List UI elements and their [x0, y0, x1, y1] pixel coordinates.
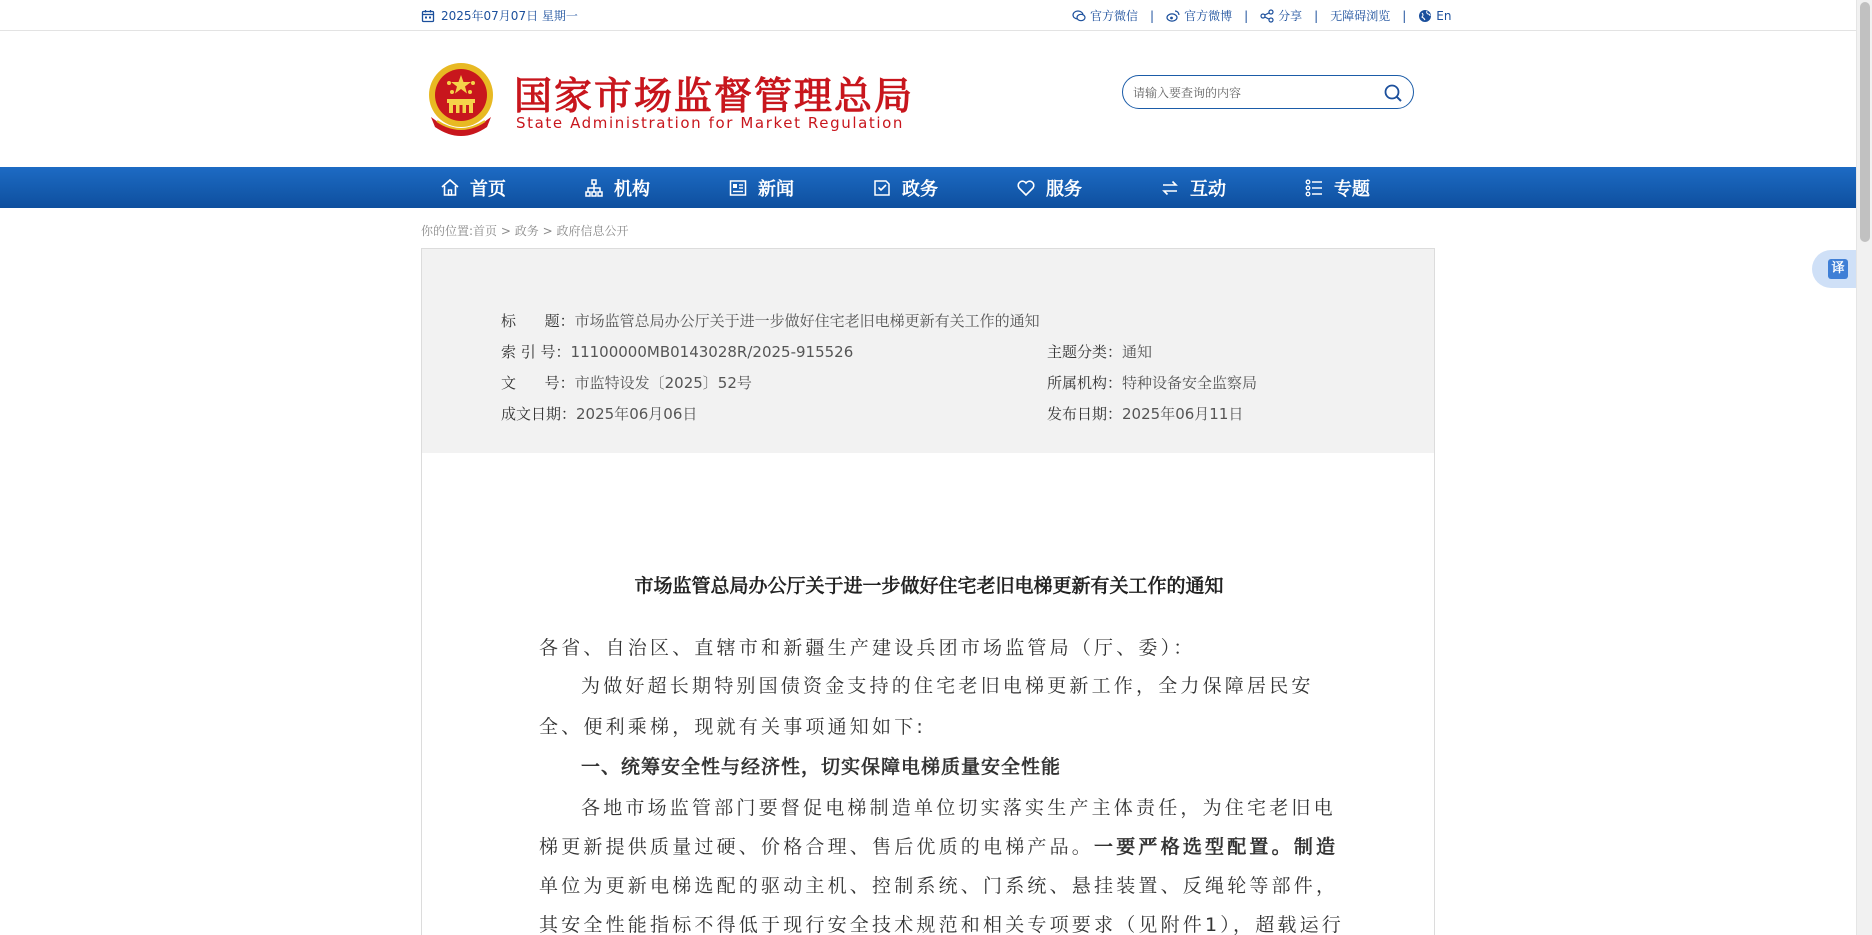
article-paragraph: 为做好超长期特别国债资金支持的住宅老旧电梯更新工作，全力保障居民安	[581, 675, 1314, 697]
meta-index-label: 索 引 号：	[501, 343, 571, 361]
nav-item-home[interactable]	[440, 167, 584, 208]
list-icon	[1304, 178, 1324, 198]
org-chart-icon	[584, 178, 604, 198]
meta-index-value: 11100000MB0143028R/2025-915526	[570, 343, 854, 361]
separator: |	[1244, 8, 1249, 23]
breadcrumb-sep: >	[500, 224, 511, 238]
scrollbar-thumb[interactable]	[1860, 2, 1870, 242]
meta-created-value: 2025年06月06日	[576, 405, 698, 423]
page-scrollbar[interactable]	[1856, 0, 1872, 935]
article-text: 梯更新提供质量过硬、价格合理、售后优质的电梯产品。	[539, 836, 1095, 858]
article-salutation: 各省、自治区、直辖市和新疆生产建设兵团市场监管局（厅、委）：	[539, 637, 1196, 659]
breadcrumb	[421, 222, 629, 239]
meta-category-row	[1047, 341, 1152, 362]
search-input[interactable]	[1133, 83, 1373, 103]
translate-icon: 译	[1828, 259, 1848, 279]
separator: |	[1150, 8, 1155, 23]
separator: |	[1314, 8, 1319, 23]
separator: |	[1402, 8, 1407, 23]
wechat-link[interactable]	[1072, 7, 1138, 24]
share-icon	[1260, 9, 1274, 23]
date-text: 2025年07月07日 星期一	[441, 9, 578, 23]
weibo-icon	[1166, 9, 1180, 23]
nav-item-label: 新闻	[758, 178, 794, 200]
search-box	[1122, 75, 1414, 109]
globe-icon	[1418, 9, 1432, 23]
nav-item-label: 服务	[1046, 178, 1082, 200]
nav-item-label: 首页	[470, 178, 506, 200]
breadcrumb-info-disclosure[interactable]: 政府信息公开	[556, 224, 629, 238]
top-bar	[0, 0, 1856, 31]
breadcrumb-home[interactable]: 首页	[473, 224, 498, 238]
article-title: 市场监管总局办公厅关于进一步做好住宅老旧电梯更新有关工作的通知	[634, 575, 1224, 597]
nav-item-label: 专题	[1334, 178, 1370, 200]
meta-title-label: 标 题：	[501, 312, 575, 330]
meta-category-value: 通知	[1122, 343, 1153, 361]
nav-item-services[interactable]	[1016, 167, 1160, 208]
translate-button[interactable]	[1812, 250, 1856, 288]
article-paragraph	[539, 827, 1339, 867]
site-logo-en[interactable]: State Administration for Market Regulation	[516, 114, 905, 132]
nav-item-label: 互动	[1190, 178, 1226, 200]
site-logo-cn[interactable]: 国家市场监督管理总局	[514, 73, 915, 118]
meta-created-row	[501, 403, 697, 424]
home-icon	[440, 178, 460, 198]
top-links	[1072, 7, 1451, 24]
article-heading: 一、统筹安全性与经济性，切实保障电梯质量安全性能	[581, 756, 1062, 778]
share-link-label: 分享	[1278, 9, 1303, 23]
main-nav	[0, 167, 1856, 208]
breadcrumb-gov-affairs[interactable]: 政务	[514, 224, 539, 238]
nav-item-topics[interactable]	[1304, 167, 1448, 208]
breadcrumb-sep: >	[542, 224, 553, 238]
meta-published-row	[1047, 403, 1243, 424]
article-emphasis: 一要严格选型配置。	[1094, 836, 1294, 858]
nav-item-label: 政务	[902, 178, 938, 200]
gov-affairs-icon	[872, 178, 892, 198]
share-link[interactable]	[1260, 7, 1302, 24]
article-paragraph: 其安全性能指标不得低于现行安全技术规范和相关专项要求（见附件1），超载运行	[539, 914, 1344, 935]
nav-item-interaction[interactable]	[1160, 167, 1304, 208]
meta-category-label: 主题分类：	[1047, 343, 1123, 361]
weibo-link[interactable]	[1166, 7, 1232, 24]
site-header	[0, 31, 1856, 167]
heart-icon	[1016, 178, 1036, 198]
article-paragraph: 单位为更新电梯选配的驱动主机、控制系统、门系统、悬挂装置、反绳轮等部件，	[539, 875, 1339, 897]
article-body	[421, 453, 1435, 935]
meta-created-label: 成文日期：	[501, 405, 577, 423]
article-paragraph: 各地市场监管部门要督促电梯制造单位切实落实生产主体责任，为住宅老旧电	[581, 797, 1336, 819]
english-link[interactable]	[1418, 9, 1451, 23]
meta-published-label: 发布日期：	[1047, 405, 1123, 423]
document-meta	[421, 248, 1435, 454]
exchange-icon	[1160, 178, 1180, 198]
search-icon[interactable]	[1383, 83, 1403, 103]
nav-item-org[interactable]	[584, 167, 728, 208]
wechat-icon	[1072, 9, 1086, 23]
nav-item-gov-affairs[interactable]	[872, 167, 1016, 208]
article-emphasis: 制造	[1293, 836, 1339, 858]
meta-docno-row	[501, 372, 752, 393]
weibo-link-label: 官方微博	[1184, 9, 1233, 23]
meta-org-label: 所属机构：	[1047, 374, 1123, 392]
meta-title-row	[501, 310, 1040, 331]
meta-org-value: 特种设备安全监察局	[1122, 374, 1258, 392]
accessibility-link[interactable]	[1330, 7, 1390, 24]
meta-docno-value: 市监特设发〔2025〕52号	[574, 374, 752, 392]
meta-org-row	[1047, 372, 1257, 393]
meta-title-value: 市场监管总局办公厅关于进一步做好住宅老旧电梯更新有关工作的通知	[574, 312, 1040, 330]
nav-item-label: 机构	[614, 178, 650, 200]
calendar-icon	[421, 9, 435, 23]
nav-item-news[interactable]	[728, 167, 872, 208]
date-display	[421, 7, 578, 24]
meta-index-row	[501, 341, 853, 362]
article-paragraph: 全、便利乘梯，现就有关事项通知如下:	[539, 716, 927, 738]
news-icon	[728, 178, 748, 198]
meta-published-value: 2025年06月11日	[1122, 405, 1244, 423]
national-emblem-icon[interactable]	[425, 61, 497, 137]
english-link-label: En	[1436, 8, 1452, 23]
wechat-link-label: 官方微信	[1090, 9, 1139, 23]
accessibility-link-label: 无障碍浏览	[1330, 9, 1391, 23]
breadcrumb-prefix: 你的位置:	[421, 224, 474, 238]
meta-docno-label: 文 号：	[501, 374, 575, 392]
